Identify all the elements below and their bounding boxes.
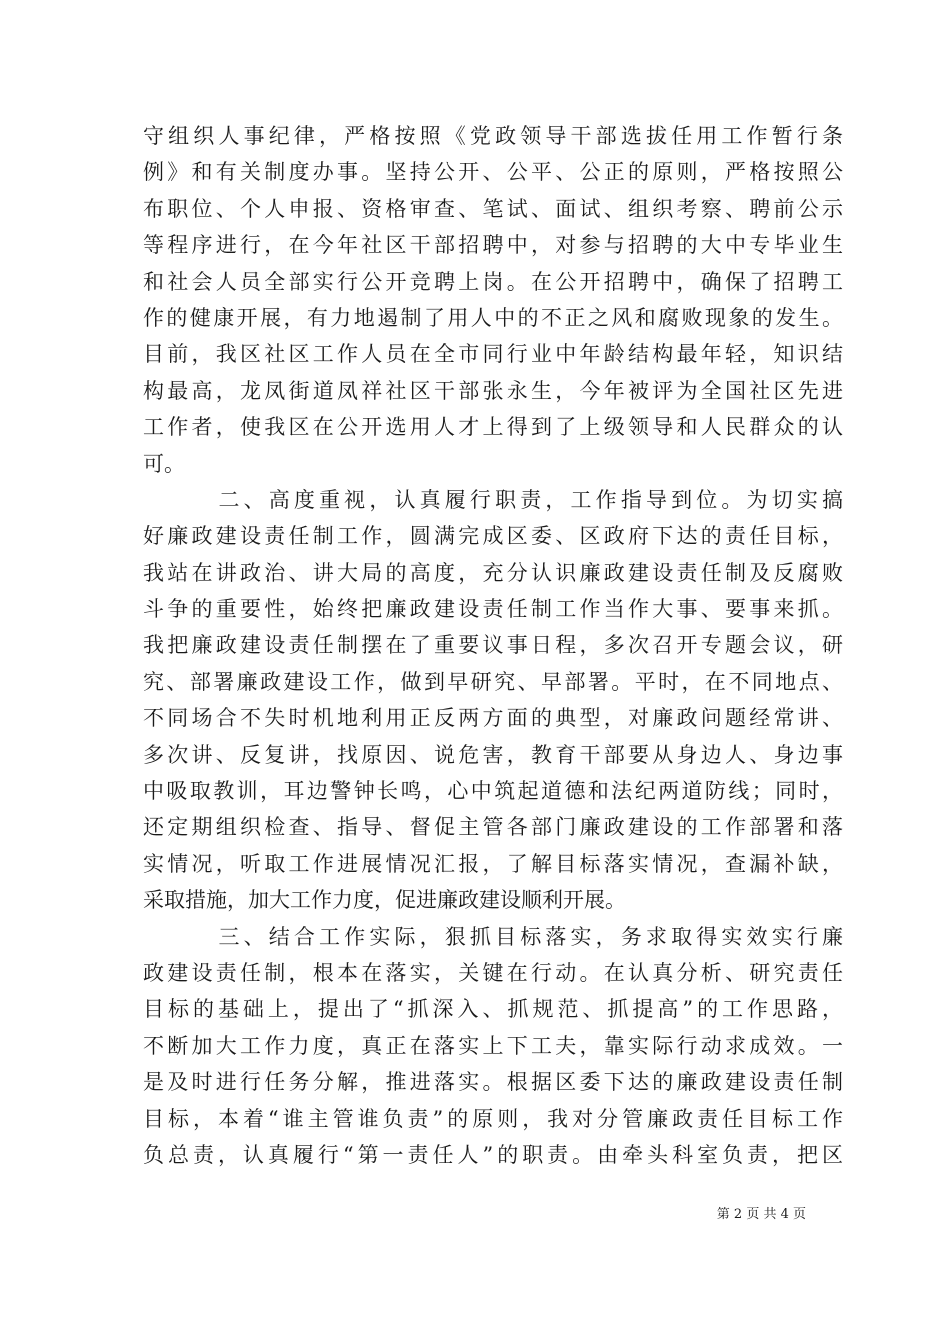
- text-line: 政建设责任制，根本在落实，关键在行动。在认真分析、研究责任: [143, 960, 843, 985]
- text-line: 目标，本着“谁主管谁负责”的原则，我对分管廉政责任目标工作: [143, 1106, 843, 1131]
- text-line: 目标的基础上，提出了“抓深入、抓规范、抓提高”的工作思路，: [143, 997, 843, 1022]
- text-line: 等程序进行，在今年社区干部招聘中，对参与招聘的大中专毕业生: [143, 233, 843, 258]
- text-line: 是及时进行任务分解，推进落实。根据区委下达的廉政建设责任制: [143, 1070, 843, 1095]
- text-line: 不同场合不失时机地利用正反两方面的典型，对廉政问题经常讲、: [143, 706, 843, 731]
- text-line: 我把廉政建设责任制摆在了重要议事日程，多次召开专题会议，研: [143, 633, 843, 658]
- text-line: 布职位、个人申报、资格审查、笔试、面试、组织考察、聘前公示: [143, 196, 843, 221]
- text-line: 究、部署廉政建设工作，做到早研究、早部署。平时，在不同地点、: [143, 669, 843, 694]
- section-heading-line: 三、结合工作实际，狠抓目标落实，务求取得实效实行廉: [143, 924, 843, 949]
- text-line: 守组织人事纪律，严格按照《党政领导干部选拔任用工作暂行条: [143, 124, 843, 148]
- text-line: 和社会人员全部实行公开竞聘上岗。在公开招聘中，确保了招聘工: [143, 269, 843, 294]
- body-text: [143, 118, 843, 1173]
- text-line: 斗争的重要性，始终把廉政建设责任制工作当作大事、要事来抓。: [143, 597, 843, 622]
- text-line: 实情况，听取工作进展情况汇报，了解目标落实情况，查漏补缺，: [143, 851, 843, 876]
- text-line: 构最高，龙凤街道凤祥社区干部张永生，今年被评为全国社区先进: [143, 378, 843, 403]
- text-line: 工作者，使我区在公开选用人才上得到了上级领导和人民群众的认: [143, 415, 843, 440]
- text-line: 不断加大工作力度，真正在落实上下工夫，靠实际行动求成效。一: [143, 1033, 843, 1058]
- text-line: 可。: [143, 451, 185, 476]
- text-line: 目前，我区社区工作人员在全市同行业中年龄结构最年轻，知识结: [143, 342, 843, 367]
- text-line: 我站在讲政治、讲大局的高度，充分认识廉政建设责任制及反腐败: [143, 560, 843, 585]
- text-line: 作的健康开展，有力地遏制了用人中的不正之风和腐败现象的发生。: [143, 305, 843, 330]
- section-heading-line: 二、高度重视，认真履行职责，工作指导到位。为切实搞: [143, 487, 843, 512]
- text-line: 负总责，认真履行“第一责任人”的职责。由牵头科室负责，把区: [143, 1142, 843, 1167]
- page-number-footer: 第 2 页 共 4 页: [716, 1207, 806, 1222]
- text-line: 例》和有关制度办事。坚持公开、公平、公正的原则，严格按照公: [143, 160, 843, 185]
- text-line: 好廉政建设责任制工作，圆满完成区委、区政府下达的责任目标，: [143, 524, 843, 549]
- text-line: 多次讲、反复讲，找原因、说危害，教育干部要从身边人、身边事: [143, 742, 843, 767]
- text-line: 采取措施，加大工作力度，促进廉政建设顺利开展。: [143, 888, 626, 913]
- text-line: 还定期组织检查、指导、督促主管各部门廉政建设的工作部署和落: [143, 815, 843, 840]
- text-line: 中吸取教训，耳边警钟长鸣，心中筑起道德和法纪两道防线；同时，: [143, 779, 843, 804]
